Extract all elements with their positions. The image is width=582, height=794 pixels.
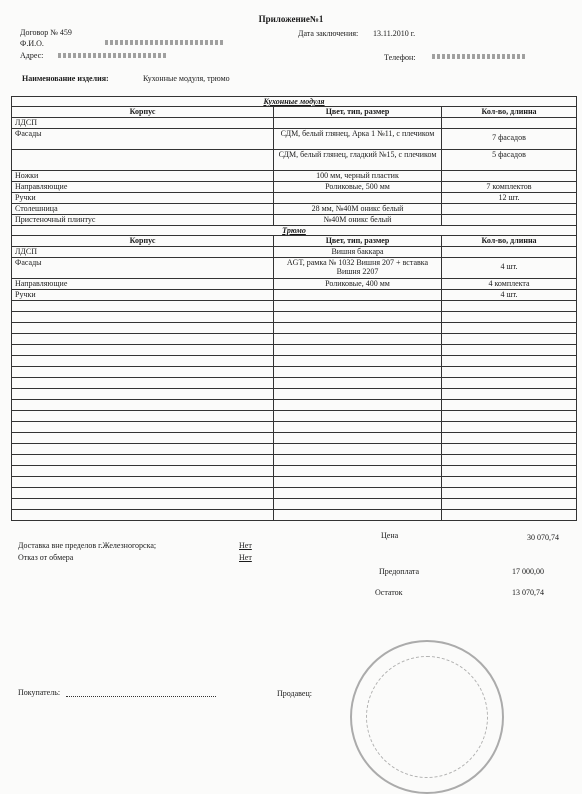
table-row: [12, 150, 577, 171]
date-value: 13.11.2010 г.: [373, 29, 416, 38]
table-row: [12, 129, 577, 150]
table-row: [12, 215, 577, 226]
row-qty: [442, 171, 577, 182]
product-value: Кухонные модуля, трюмо: [143, 74, 230, 83]
refusal-value: Нет: [239, 553, 252, 562]
table-row: [12, 290, 577, 301]
header-row: [12, 107, 577, 118]
empty-row: [12, 477, 577, 488]
col-header-spec: Цвет, тип, размер: [274, 236, 442, 247]
row-spec: Роликовые, 500 мм: [274, 182, 442, 193]
row-name: Ручки: [12, 193, 274, 204]
empty-row: [12, 334, 577, 345]
empty-row: [12, 400, 577, 411]
empty-row: [12, 444, 577, 455]
seller-label: Продавец:: [277, 689, 312, 698]
empty-row: [12, 488, 577, 499]
row-spec: 100 мм, черный пластик: [274, 171, 442, 182]
specification-table: [11, 96, 577, 521]
empty-row: [12, 301, 577, 312]
row-spec: Роликовые, 400 мм: [274, 279, 442, 290]
row-name: Ножки: [12, 171, 274, 182]
fio-label: Ф.И.О.: [20, 39, 44, 48]
buyer-signature-line: [66, 696, 216, 697]
phone-label: Телефон:: [384, 53, 416, 62]
row-name: [12, 150, 274, 171]
row-qty: 4 шт.: [442, 258, 577, 279]
row-spec: СДМ, белый глянец, гладкий №15, с плечиком: [274, 150, 442, 171]
table-row: [12, 171, 577, 182]
table-row: [12, 182, 577, 193]
table-row: [12, 118, 577, 129]
row-qty: 4 комплекта: [442, 279, 577, 290]
empty-row: [12, 510, 577, 521]
row-name: ЛДСП: [12, 118, 274, 129]
row-name: Фасады: [12, 258, 274, 279]
rest-label: Остаток: [375, 588, 403, 597]
row-name: Пристеночный плинтус: [12, 215, 274, 226]
empty-row: [12, 389, 577, 400]
section-title-row: [12, 226, 577, 236]
section-title-row: [12, 97, 577, 107]
buyer-label: Покупатель:: [18, 688, 61, 697]
prepay-label: Предоплата: [379, 567, 420, 576]
refusal-label: Отказ от обмера: [18, 553, 74, 562]
row-spec: [274, 193, 442, 204]
price-label: Цена: [381, 531, 399, 540]
section-title: Трюмо: [12, 226, 577, 236]
row-qty: 4 шт.: [442, 290, 577, 301]
row-name: Фасады: [12, 129, 274, 150]
col-header-body: Корпус: [12, 236, 274, 247]
delivery-value: Нет: [239, 541, 252, 550]
contract-number: Договор № 459: [20, 28, 72, 37]
row-name: Ручки: [12, 290, 274, 301]
row-spec: [274, 118, 442, 129]
row-qty: [442, 204, 577, 215]
empty-row: [12, 356, 577, 367]
table-row: [12, 247, 577, 258]
row-spec: Вишня баккара: [274, 247, 442, 258]
rest-value: 13 070,74: [512, 588, 544, 597]
product-label: Наименование изделия:: [22, 74, 109, 83]
section-title: Кухонные модуля: [12, 97, 577, 107]
table-row: [12, 279, 577, 290]
document-title: Приложение№1: [258, 14, 324, 24]
row-name: Столешница: [12, 204, 274, 215]
date-label: Дата заключения:: [298, 29, 359, 38]
empty-row: [12, 411, 577, 422]
row-qty: 7 комплектов: [442, 182, 577, 193]
row-spec: СДМ, белый глянец, Арка 1 №11, с плечиком: [274, 129, 442, 150]
price-value: 30 070,74: [527, 533, 559, 542]
row-qty: [442, 215, 577, 226]
empty-row: [12, 499, 577, 510]
table-row: [12, 258, 577, 279]
row-name: ЛДСП: [12, 247, 274, 258]
empty-row: [12, 378, 577, 389]
empty-row: [12, 312, 577, 323]
empty-row: [12, 455, 577, 466]
redacted-address: [58, 53, 168, 58]
col-header-spec: Цвет, тип, размер: [274, 107, 442, 118]
prepay-value: 17 000,00: [512, 567, 544, 576]
col-header-body: Корпус: [12, 107, 274, 118]
redacted-phone: [432, 54, 527, 59]
col-header-qty: Кол-во, длинна: [442, 236, 577, 247]
row-qty: 7 фасадов: [442, 129, 577, 150]
row-qty: 5 фасадов: [442, 150, 577, 171]
empty-row: [12, 367, 577, 378]
delivery-label: Доставка вне пределов г.Железногорска;: [18, 541, 157, 550]
row-name: Направляющие: [12, 279, 274, 290]
row-qty: 12 шт.: [442, 193, 577, 204]
header-row: [12, 236, 577, 247]
empty-row: [12, 433, 577, 444]
empty-row: [12, 422, 577, 433]
row-spec: [274, 290, 442, 301]
table-row: [12, 193, 577, 204]
empty-row: [12, 323, 577, 334]
row-spec: №40М оникс белый: [274, 215, 442, 226]
redacted-name: [105, 40, 225, 45]
empty-row: [12, 466, 577, 477]
row-qty: [442, 118, 577, 129]
table-row: [12, 204, 577, 215]
row-spec: AGT, рамка № 1032 Вишня 207 + вставка Вишня 2207: [274, 258, 442, 279]
col-header-qty: Кол-во, длинна: [442, 107, 577, 118]
company-stamp: [350, 640, 504, 794]
address-label: Адрес:: [20, 51, 44, 60]
row-name: Направляющие: [12, 182, 274, 193]
row-spec: 28 мм, №40М оникс белый: [274, 204, 442, 215]
empty-row: [12, 345, 577, 356]
row-qty: [442, 247, 577, 258]
